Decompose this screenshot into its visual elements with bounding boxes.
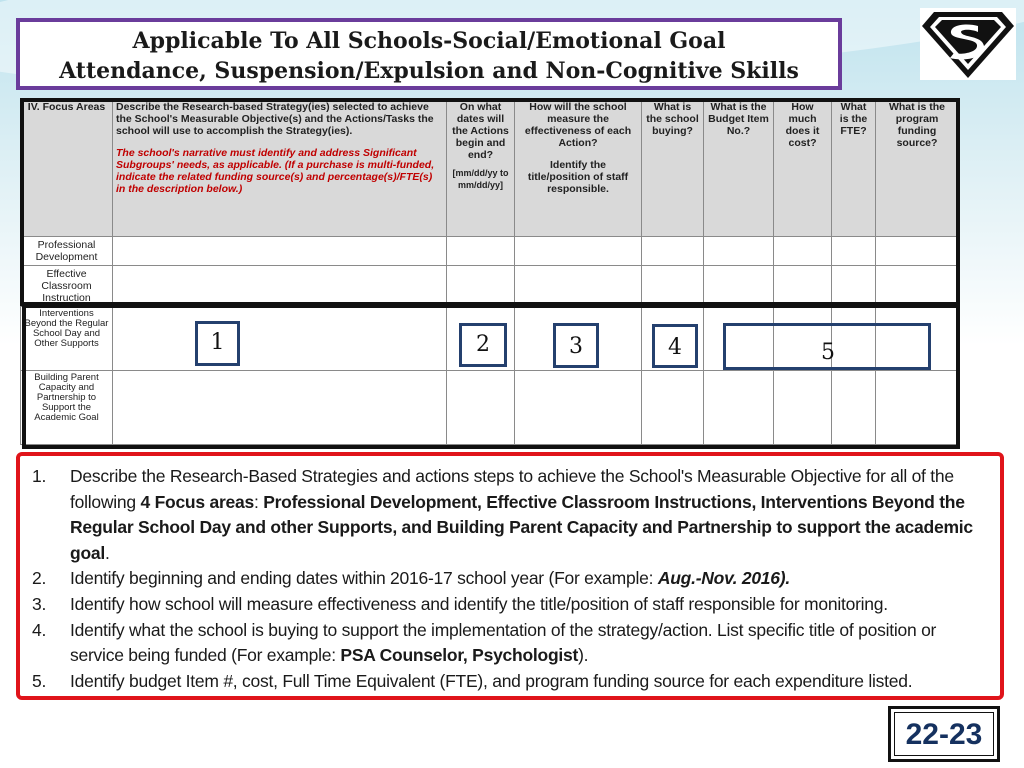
table-cell[interactable] — [774, 371, 832, 445]
instruction-text: Identify beginning and ending dates within 2016-17 school year (For example: — [70, 568, 658, 589]
instruction-text: : — [253, 491, 264, 512]
instruction-number: 2. — [32, 568, 47, 589]
header-buying: What is the school buying? — [642, 99, 704, 237]
callout-4: 4 — [652, 324, 698, 368]
instructions-list — [32, 464, 990, 694]
header-dates-format: [mm/dd/yy to mm/dd/yy] — [452, 168, 509, 190]
header-cost: How much does it cost? — [774, 99, 832, 237]
callout-2: 2 — [459, 323, 507, 367]
instruction-item-5 — [32, 669, 990, 695]
title-box — [16, 18, 842, 90]
header-strategy-note: The school's narrative must identify and address Significant Subgroups' needs, as applicable. (If a purchase is multi-funded, indicate the related funding source(s) and percentage(s)/FTE(s) in the description below.) — [116, 147, 435, 195]
instructions-box — [16, 452, 1004, 700]
instruction-number: 4. — [32, 619, 47, 640]
table-cell[interactable] — [832, 237, 876, 266]
callout-3: 3 — [553, 323, 599, 368]
instruction-number: 1. — [32, 466, 47, 486]
instruction-item-3 — [32, 592, 990, 618]
instruction-text: Identify what the school is buying to support the implementation of the strategy/action. List specific title of position or service being funded (For example: — [70, 619, 937, 666]
table-row — [21, 237, 959, 266]
row-label-parent-capacity: Building Parent Capacity and Partnership to Support the Academic Goal — [21, 371, 113, 445]
table-cell[interactable] — [515, 266, 642, 307]
table-cell[interactable] — [704, 237, 774, 266]
table-row — [21, 371, 959, 445]
header-effectiveness-staff: Identify the title/position of staff responsible. — [527, 159, 629, 195]
instruction-bold: 4 Focus areas — [140, 491, 254, 512]
table-cell[interactable] — [515, 237, 642, 266]
header-dates — [447, 99, 515, 237]
instruction-text: . — [104, 542, 110, 563]
header-funding: What is the program funding source? — [876, 99, 959, 237]
table-cell[interactable] — [642, 266, 704, 307]
table-cell[interactable] — [832, 266, 876, 307]
instruction-bold: Professional Development, Effective Classroom Instructions, Interventions Beyond the Regular School Day and other Supports, and Building Parent Capacity and Partnership to support the academic goal — [70, 491, 973, 563]
table-cell[interactable] — [113, 237, 447, 266]
table-row — [21, 266, 959, 307]
table-cell[interactable] — [876, 237, 959, 266]
table-cell[interactable] — [876, 371, 959, 445]
strategy-table — [20, 98, 959, 445]
table-cell[interactable] — [704, 266, 774, 307]
table-cell[interactable] — [876, 266, 959, 307]
header-fte: What is the FTE? — [832, 99, 876, 237]
header-strategy — [113, 99, 447, 237]
header-effectiveness — [515, 99, 642, 237]
header-effectiveness-text: How will the school measure the effectiveness of each Action? — [524, 101, 632, 149]
planning-form — [20, 98, 960, 448]
table-cell[interactable] — [447, 237, 515, 266]
row-label-professional-development: Professional Development — [21, 237, 113, 266]
page-title-line2: Attendance, Suspension/Expulsion and Non-Cognitive Skills — [59, 58, 799, 84]
instruction-item-2 — [32, 566, 990, 592]
table-cell[interactable] — [113, 307, 447, 371]
header-strategy-text: Describe the Research-based Strategy(ies) selected to achieve the School's Measurable Objective(s) and the Actions/Tasks the school will use to accomplish the Strategy(ies). — [116, 101, 434, 137]
page-number-box — [888, 706, 1000, 762]
instruction-item-4 — [32, 618, 990, 669]
table-cell[interactable] — [704, 371, 774, 445]
row-label-effective-classroom-instruction: Effective Classroom Instruction — [21, 266, 113, 307]
instruction-item-1 — [32, 464, 990, 566]
page-number: 22-23 — [894, 712, 994, 756]
header-dates-text: On what dates will the Actions begin and end? — [452, 101, 509, 161]
table-cell[interactable] — [113, 266, 447, 307]
table-cell[interactable] — [447, 266, 515, 307]
table-cell[interactable] — [642, 371, 704, 445]
row-label-interventions: Interventions Beyond the Regular School Day and Other Supports — [21, 307, 113, 371]
table-cell[interactable] — [515, 371, 642, 445]
instruction-text: ). — [578, 645, 589, 666]
table-cell[interactable] — [774, 237, 832, 266]
instruction-number: 5. — [32, 670, 47, 691]
callout-5: 5 — [723, 323, 931, 370]
instruction-bold: PSA Counselor, Psychologist — [340, 645, 579, 666]
page-title-line1: Applicable To All Schools-Social/Emotional Goal — [132, 28, 726, 54]
header-budget-item: What is the Budget Item No.? — [704, 99, 774, 237]
table-cell[interactable] — [774, 266, 832, 307]
table-cell[interactable] — [113, 371, 447, 445]
table-cell[interactable] — [642, 237, 704, 266]
instruction-text: Identify how school will measure effectiveness and identify the title/position of staff responsible for monitoring. — [70, 593, 888, 614]
header-focus-areas: IV. Focus Areas — [21, 99, 113, 237]
superman-logo-icon — [920, 8, 1016, 80]
instruction-text: Identify budget Item #, cost, Full Time Equivalent (FTE), and program funding source for each expenditure listed. — [70, 670, 913, 691]
table-cell[interactable] — [832, 371, 876, 445]
instruction-text: Describe the Research-Based Strategies and actions steps to achieve the School's Measurable Objective for all of the following — [70, 466, 954, 512]
table-cell[interactable] — [447, 371, 515, 445]
instruction-number: 3. — [32, 593, 47, 614]
instruction-bold-italic: Aug.-Nov. 2016). — [657, 568, 790, 589]
callout-1: 1 — [195, 321, 240, 366]
